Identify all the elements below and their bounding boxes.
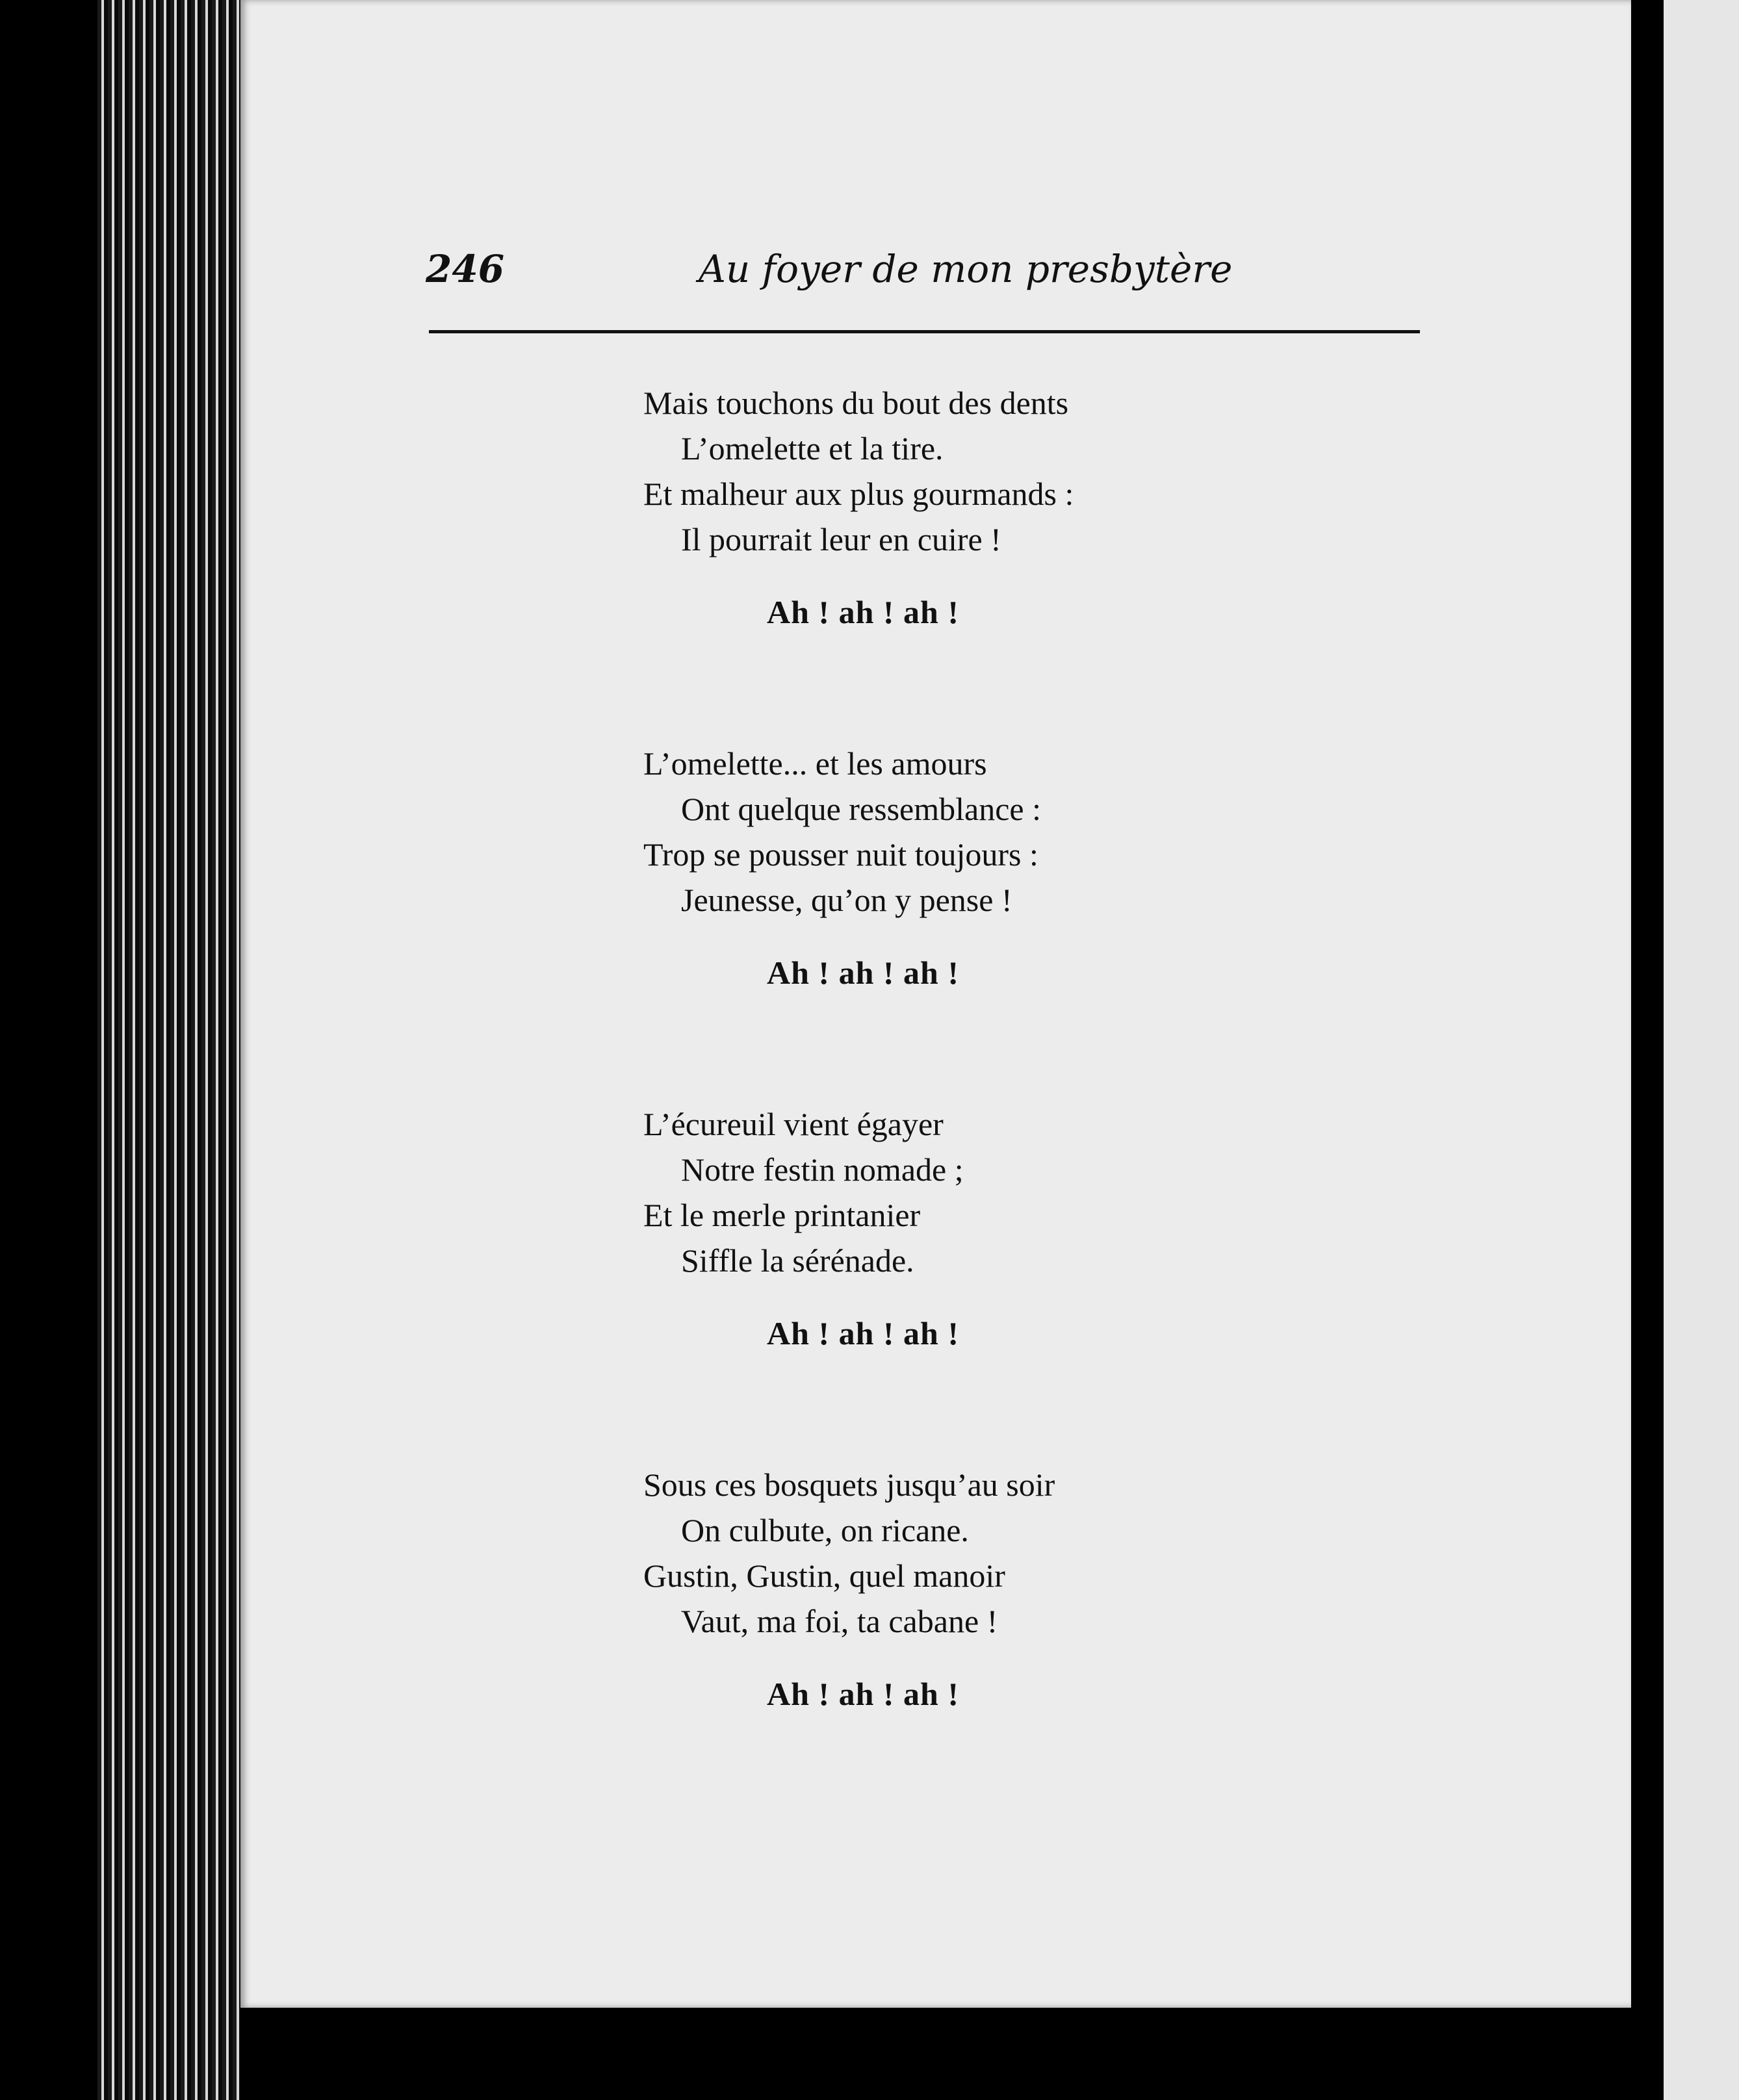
running-title: Au foyer de mon presbytère	[699, 247, 1233, 291]
refrain: Ah ! ah ! ah !	[767, 1676, 959, 1712]
verse-line: Gustin, Gustin, quel manoir	[643, 1557, 1005, 1594]
header-rule	[429, 330, 1420, 333]
facing-page-edge	[1664, 0, 1739, 2100]
verse-line: L’omelette et la tire.	[681, 430, 944, 467]
verse-line: Vaut, ma foi, ta cabane !	[681, 1603, 998, 1639]
verse-line: Et le merle printanier	[643, 1197, 921, 1233]
refrain: Ah ! ah ! ah !	[767, 594, 959, 630]
verse-line: L’omelette... et les amours	[643, 745, 987, 782]
stanza	[643, 741, 1041, 995]
verse-line: Ont quelque ressemblance :	[681, 791, 1041, 827]
verse-line: On culbute, on ricane.	[681, 1512, 969, 1548]
verse-line: Sous ces bosquets jusqu’au soir	[643, 1466, 1055, 1503]
page-edges	[97, 0, 247, 2100]
verse-line: Notre festin nomade ;	[681, 1151, 964, 1188]
verse-line: L’écureuil vient égayer	[643, 1106, 944, 1142]
refrain: Ah ! ah ! ah !	[767, 954, 959, 991]
scan-border	[240, 2008, 1631, 2100]
page-number: 246	[426, 247, 505, 291]
book-gutter	[1631, 0, 1664, 2100]
refrain: Ah ! ah ! ah !	[767, 1315, 959, 1351]
verse-line: Mais touchons du bout des dents	[643, 385, 1069, 421]
verse-line: Il pourrait leur en cuire !	[681, 521, 1001, 557]
verse-line: Jeunesse, qu’on y pense !	[681, 882, 1012, 918]
verse-line: Siffle la sérénade.	[681, 1242, 914, 1279]
stanza	[643, 380, 1074, 635]
verse-line: Et malheur aux plus gourmands :	[643, 476, 1074, 512]
stanza	[643, 1101, 964, 1356]
page-header	[426, 247, 1420, 299]
verse-line: Trop se pousser nuit toujours :	[643, 836, 1038, 873]
stanza	[643, 1462, 1055, 1717]
